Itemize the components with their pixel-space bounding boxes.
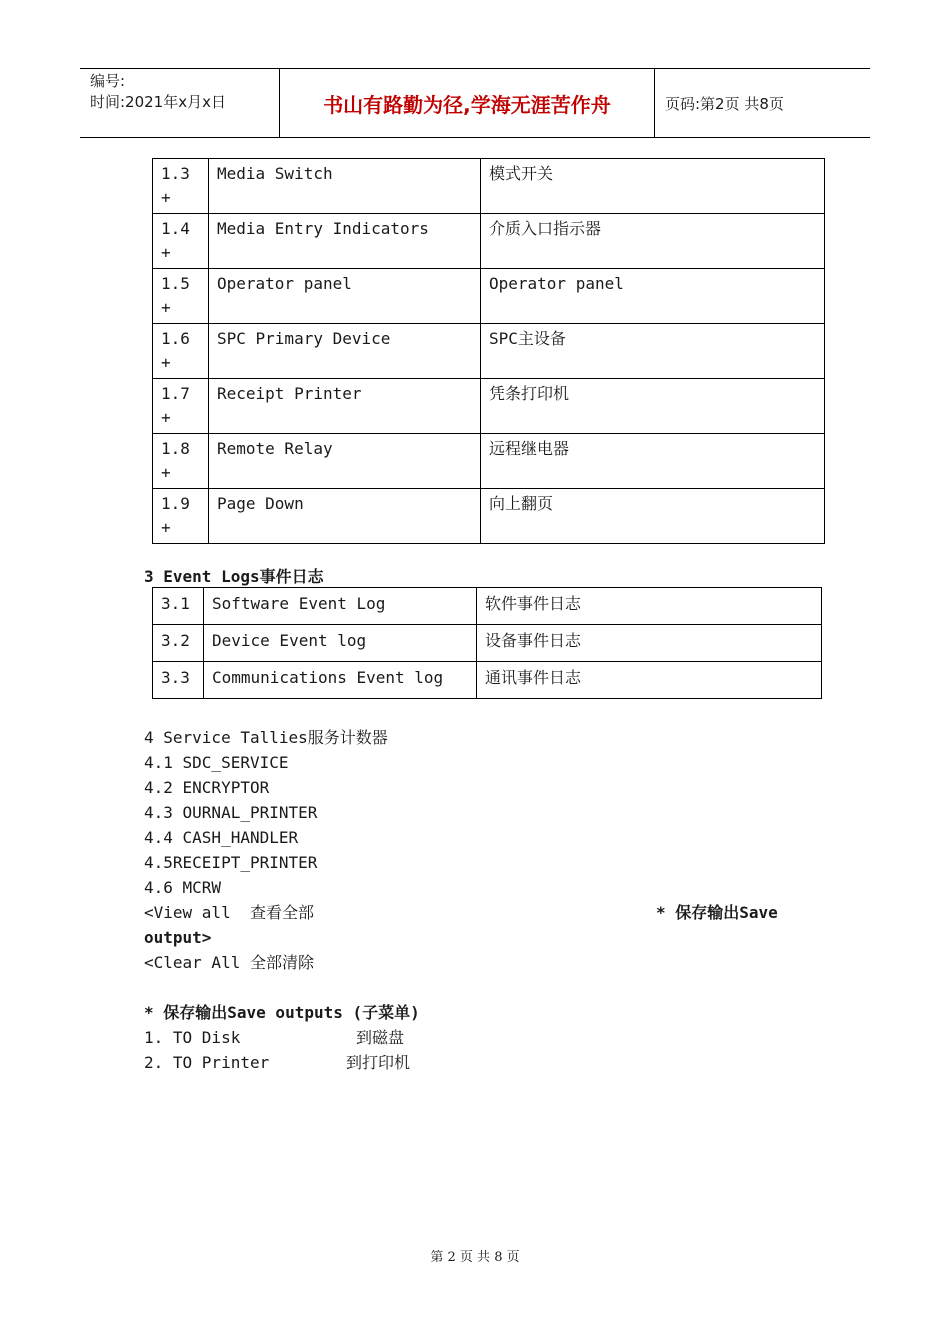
table-row [153,489,825,544]
row-english-label: Operator panel [209,269,481,324]
row-english-label: Software Event Log [204,588,477,625]
table-row [153,625,822,662]
save-output-continuation: output> [144,928,212,947]
save-outputs-item-disk: 1. TO Disk [144,1028,241,1047]
row-chinese-label: 远程继电器 [481,434,825,489]
header-left-cell [80,69,280,137]
section-4-title: 4 Service Tallies服务计数器 [144,728,388,747]
page-footer: 第 2 页 共 8 页 [430,1250,520,1265]
row-number: 1.6 + [153,324,209,379]
row-english-label: Communications Event log [204,662,477,699]
tally-item: 4.6 MCRW [144,878,222,897]
row-chinese-label: SPC主设备 [481,324,825,379]
table-row [153,434,825,489]
row-english-label: Device Event log [204,625,477,662]
row-chinese-label: 设备事件日志 [477,625,822,662]
save-outputs-item-disk-cn: 到磁盘 [356,1028,405,1047]
table-row [153,269,825,324]
row-english-label: Remote Relay [209,434,481,489]
table-row [153,214,825,269]
row-number: 1.7 + [153,379,209,434]
section-3-title: 3 Event Logs事件日志 [144,567,324,586]
tally-item: 4.1 SDC_SERVICE [144,753,289,772]
row-number: 1.5 + [153,269,209,324]
table-row [153,324,825,379]
save-outputs-item-printer: 2. TO Printer [144,1053,270,1072]
menu-table-1 [152,158,825,544]
table-row [153,159,825,214]
save-outputs-title: * 保存输出Save outputs (子菜单) [144,1003,420,1022]
tally-item: 4.4 CASH_HANDLER [144,828,299,847]
row-chinese-label: 向上翻页 [481,489,825,544]
row-number: 1.4 + [153,214,209,269]
row-english-label: Receipt Printer [209,379,481,434]
row-chinese-label: 软件事件日志 [477,588,822,625]
row-chinese-label: 介质入口指示器 [481,214,825,269]
row-chinese-label: 凭条打印机 [481,379,825,434]
table-row [153,662,822,699]
tally-item: 4.5RECEIPT_PRINTER [144,853,318,872]
row-number: 3.3 [153,662,204,699]
row-english-label: Media Entry Indicators [209,214,481,269]
tally-item: 4.3 OURNAL_PRINTER [144,803,318,822]
save-output-option: * 保存输出Save [656,903,778,922]
view-all-option: <View all 查看全部 [144,903,314,922]
header-page-label: 页码:第2页 共8页 [665,94,784,113]
table-row [153,588,822,625]
serial-label: 编号: [90,72,126,90]
row-number: 1.9 + [153,489,209,544]
row-number: 1.8 + [153,434,209,489]
row-english-label: Page Down [209,489,481,544]
row-chinese-label: 通讯事件日志 [477,662,822,699]
row-chinese-label: 模式开关 [481,159,825,214]
row-number: 1.3 + [153,159,209,214]
time-label: 时间:2021年x月x日 [90,93,226,111]
row-chinese-label: Operator panel [481,269,825,324]
row-number: 3.1 [153,588,204,625]
event-logs-table [152,587,822,699]
tally-item: 4.2 ENCRYPTOR [144,778,270,797]
clear-all-option: <Clear All 全部清除 [144,953,314,972]
table-row [153,379,825,434]
row-number: 3.2 [153,625,204,662]
save-outputs-item-printer-cn: 到打印机 [346,1053,411,1072]
row-english-label: Media Switch [209,159,481,214]
header-motto: 书山有路勤为径,学海无涯苦作舟 [280,69,655,137]
page-header [80,68,870,138]
row-english-label: SPC Primary Device [209,324,481,379]
